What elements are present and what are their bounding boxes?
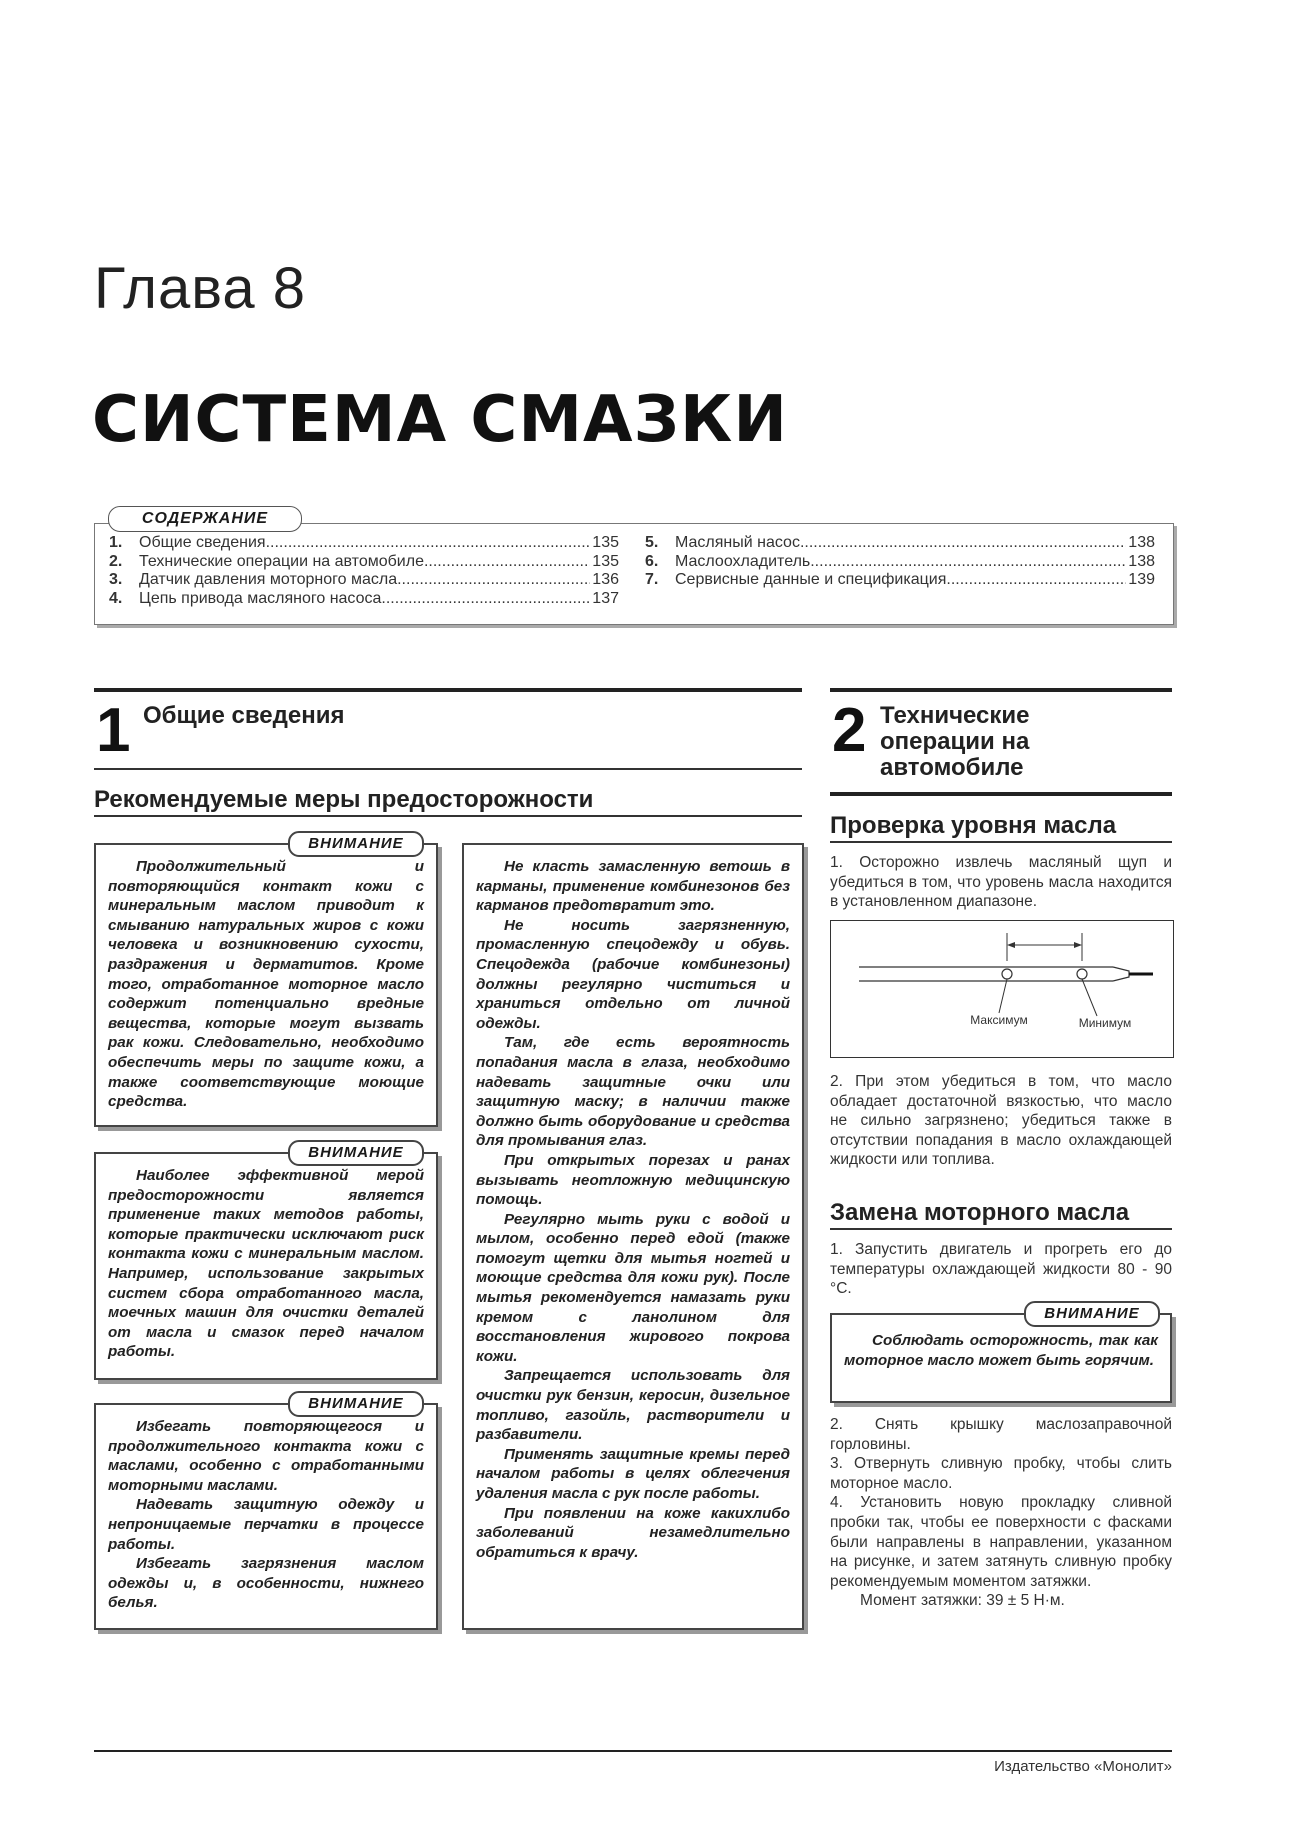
warning-text	[476, 857, 790, 1562]
warning-box	[94, 1152, 438, 1380]
section2-title-line: операции на	[880, 728, 1030, 755]
max-mark	[1002, 969, 1012, 979]
contents-leader	[266, 534, 591, 553]
section1-subtitle: Рекомендуемые меры предосторожности	[94, 786, 594, 813]
warning-box	[94, 843, 438, 1127]
step-paragraph: 4. Установить новую прокладку сливной пробки так, чтобы ее поверхности с фасками были направлены в направлении, указанном на рисунке, и затем затянуть сливную пробку рекомендуемым моментом затяжки.	[830, 1494, 1172, 1590]
subsection-rule	[830, 841, 1172, 843]
contents-column-right	[645, 534, 1155, 590]
subsection-title: Замена моторного масла	[830, 1199, 1130, 1226]
contents-item[interactable]	[109, 571, 619, 590]
step-text	[830, 853, 1172, 912]
warning-paragraph: Избегать повторяющегося и продолжительного контакта кожи с маслами, особенно с отработанными моторными маслами.	[108, 1418, 424, 1494]
contents-item-page: 135	[592, 552, 619, 570]
contents-item[interactable]	[645, 571, 1155, 590]
contents-leader	[381, 590, 590, 609]
section2-title	[880, 703, 1030, 781]
page-title: СИСТЕМА СМАЗКИ	[92, 383, 788, 457]
contents-item-title: Общие сведения	[139, 534, 266, 551]
contents-leader	[397, 571, 590, 590]
contents-item-page: 137	[592, 589, 619, 607]
contents-item-title: Цепь привода масляного насоса	[139, 589, 382, 607]
contents-item-number: 7.	[645, 571, 659, 588]
dipstick-figure	[831, 921, 1173, 1057]
section2-top-rule	[830, 688, 1172, 692]
contents-item-number: 6.	[645, 552, 659, 570]
step-paragraph: 1. Осторожно извлечь масляный щуп и убедиться в том, что уровень масла находится в установленном диапазоне.	[830, 854, 1172, 911]
publisher-footer: Издательство «Монолит»	[994, 1758, 1172, 1775]
warning-text	[108, 1166, 424, 1362]
warning-paragraph: Продолжительный и повторяющийся контакт кожи с минеральным маслом приводит к смыванию натуральных жиров с кожи человека и возникновению сухости, раздражения и дерматитов. Кроме того, отработанное моторное масло содержит потенциально вредные вещества, которые могут вызвать рак кожи. Следовательно, необходимо обеспечить меры по защите кожи, а также соответствующие моющие средства.	[108, 858, 424, 1111]
contents-item-page: 138	[1128, 534, 1155, 551]
warning-label: ВНИМАНИЕ	[288, 831, 424, 857]
warning-paragraph: Там, где есть вероятность попадания масла в глаза, необходимо надевать защитные очки или защитную маску; в наличии также должно быть оборудование и средства для промывания глаз.	[476, 1034, 790, 1150]
footer-rule	[94, 1750, 1172, 1752]
section2-bottom-rule	[830, 792, 1172, 796]
section1-subtitle-rule	[94, 815, 802, 817]
step-paragraph: 1. Запустить двигатель и прогреть его до температуры охлаждающей жидкости 80 - 90 °С.	[830, 1241, 1172, 1298]
warning-text	[844, 1331, 1158, 1370]
step-text	[830, 1240, 1172, 1299]
contents-leader	[810, 553, 1126, 572]
subsection-rule	[830, 1228, 1172, 1230]
contents-item-page: 139	[1128, 571, 1155, 588]
contents-item-number: 2.	[109, 552, 123, 570]
warning-paragraph: Надевать защитную одежду и непроницаемые перчатки в процессе работы.	[108, 1496, 424, 1553]
contents-box	[94, 523, 1174, 625]
contents-item-number: 1.	[109, 534, 123, 551]
contents-item-title: Технические операции на автомобиле	[139, 552, 424, 570]
warning-paragraph: При появлении на коже какихлибо заболеваний незамедлительно обратиться к врачу.	[476, 1504, 790, 1561]
steps-list	[830, 1415, 1172, 1611]
contents-item[interactable]	[645, 534, 1155, 553]
section2-title-line: автомобиле	[880, 754, 1024, 781]
contents-item[interactable]	[109, 553, 619, 572]
contents-item[interactable]	[109, 590, 619, 609]
section2-title-line: Технические	[880, 702, 1030, 729]
torque-spec: Момент затяжки: 39 ± 5 Н·м.	[860, 1592, 1065, 1610]
warning-label: ВНИМАНИЕ	[288, 1391, 424, 1417]
section1-divider	[94, 768, 802, 770]
contents-item[interactable]	[645, 553, 1155, 572]
warning-paragraph: Запрещается использовать для очистки рук бензин, керосин, дизельное топливо, газойль, растворители и разбавители.	[476, 1367, 790, 1444]
contents-item-title: Масляный насос	[675, 534, 800, 551]
section1-top-rule	[94, 688, 802, 692]
warning-paragraph: Не носить загрязненную, промасленную спецодежду и обувь. Спецодежда (рабочие комбинезоны) должны регулярно чиститься и храниться отдельно от личной одежды.	[476, 916, 790, 1032]
warning-label: ВНИМАНИЕ	[1024, 1301, 1160, 1327]
warning-label: ВНИМАНИЕ	[288, 1140, 424, 1166]
warning-paragraph: Избегать загрязнения маслом одежды и, в особенности, нижнего белья.	[108, 1555, 424, 1612]
contents-item[interactable]	[109, 534, 619, 553]
contents-item-page: 136	[592, 571, 619, 588]
contents-item-title: Датчик давления моторного масла	[139, 571, 398, 588]
contents-item-page: 135	[592, 534, 619, 551]
contents-leader	[946, 571, 1126, 590]
warning-text	[108, 1417, 424, 1613]
subsection-title: Проверка уровня масла	[830, 812, 1117, 839]
warning-paragraph: Регулярно мыть руки с водой и мылом, особенно перед едой (также помогут щетки для мытья ногтей и моющие средства для кожи рук). После мытья рекомендуется намазать руки кремом с ланолином для восстановления жирового покрова кожи.	[476, 1210, 790, 1365]
warning-box	[94, 1403, 438, 1630]
contents-item-title: Сервисные данные и спецификация	[675, 571, 947, 588]
contents-item-page: 138	[1128, 552, 1155, 570]
max-label: Максимум	[970, 1013, 1028, 1027]
warning-paragraph: Наиболее эффективной мерой предосторожности является применение таких методов работы, которые практически исключают риск контакта кожи с минеральным маслом. Например, использование закрытых систем сбора отработанного масла, моечных машин для очистки деталей от масла и смазок перед началом работы.	[108, 1167, 424, 1361]
contents-column-left	[109, 534, 619, 608]
section2-number: 2	[832, 696, 867, 765]
dipstick-diagram	[830, 920, 1174, 1058]
step-text	[830, 1072, 1172, 1170]
min-mark	[1077, 969, 1087, 979]
warning-paragraph: Не класть замасленную ветошь в карманы, применение комбинезонов без карманов предотвратит это.	[476, 858, 790, 915]
contents-item-number: 3.	[109, 571, 123, 588]
section1-number: 1	[96, 696, 131, 765]
step-paragraph: 2. При этом убедиться в том, что масло обладает достаточной вязкостью, что масло не сильно загрязнено; убедиться также в отсутствии попадания в масло охлаждающей жидкости или топлива.	[830, 1073, 1172, 1169]
contents-leader	[424, 553, 590, 572]
contents-label: СОДЕРЖАНИЕ	[108, 506, 302, 532]
warning-paragraph: Применять защитные кремы перед началом работы в целях облегчения удаления масла с рук после работы.	[476, 1445, 790, 1502]
contents-item-title: Маслоохладитель	[675, 552, 811, 570]
chapter-number: Глава 8	[94, 256, 307, 321]
warning-text	[108, 857, 424, 1112]
step-paragraph: 3. Отвернуть сливную пробку, чтобы слить моторное масло.	[830, 1455, 1172, 1492]
contents-item-number: 4.	[109, 589, 123, 607]
step-paragraph: 2. Снять крышку маслозаправочной горловины.	[830, 1416, 1172, 1453]
warning-paragraph: Соблюдать осторожность, так как моторное масло может быть горячим.	[844, 1332, 1158, 1369]
contents-item-number: 5.	[645, 534, 659, 551]
warning-box	[462, 843, 804, 1630]
contents-leader	[800, 534, 1126, 553]
min-label: Минимум	[1078, 1016, 1132, 1030]
warning-paragraph: При открытых порезах и ранах вызывать неотложную медицинскую помощь.	[476, 1151, 790, 1209]
section1-title: Общие сведения	[143, 702, 345, 729]
